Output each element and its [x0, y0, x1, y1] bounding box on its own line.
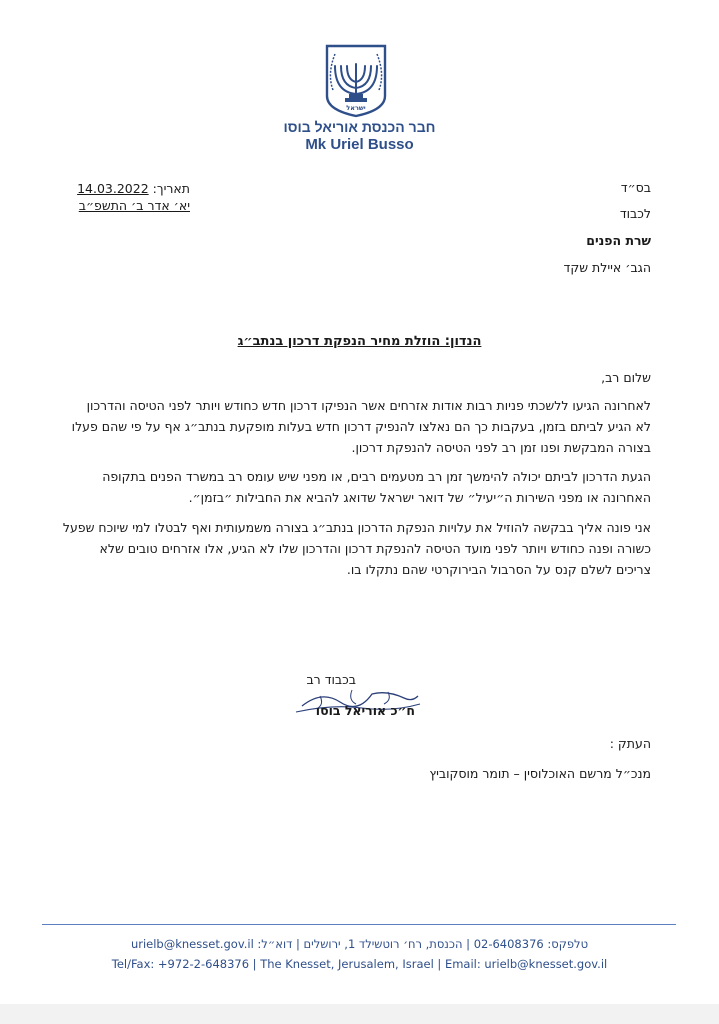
paragraph-3 [62, 517, 651, 580]
hebrew-date: יא׳ אדר ב׳ התשפ״ב [78, 198, 190, 213]
gregorian-date-line [60, 180, 190, 197]
gregorian-date-label: :תאריך [152, 181, 190, 196]
paragraph-line: אני פונה אליך בבקשה להוזיל את עלויות הנפקת הדרכון בנתב״ג בצורה משמעותית ואף לבטלו למי שיוכח שפעל [62, 520, 651, 535]
cc-line: מנכ״ל מרשם האוכלוסין – תומר מוסקוביץ [429, 766, 651, 781]
footer-contact-hebrew: טלפקס: 02-6408376 | הכנסת, רח׳ רוטשילד 1, ירושלים | דוא״ל: urielb@knesset.gov.il [130, 937, 589, 951]
paragraph-line: כשורה ופנה כחודש ויותר לפני מועד הטיסה להנפקת דרכון והדרכון שלו לא הגיע, אלו אזרחים טובים שלא [99, 541, 651, 556]
footer-contact-english: Tel/Fax: +972-2-648376 | The Knesset, Jerusalem, Israel | Email: urielb@knesset.gov.il [111, 957, 608, 971]
state-emblem-logo [323, 44, 389, 118]
bsd-mark: בס״ד [620, 180, 651, 195]
paragraph-line: צריכים לשלם קנס על הסרבול הבירוקרטי שהם נתקלו בו. [346, 562, 651, 577]
emblem-label: ישראל [346, 104, 366, 112]
paragraph-line: לא הגיע לביתם בזמן, בעקבות כך הם נאלצו להנפיק דרכון חדש בעלות מופקעת בנתב״ג אף על פי שהם פעלו [71, 419, 651, 434]
recipient-to: לכבוד [619, 206, 651, 221]
mk-name-hebrew: חבר הכנסת אוריאל בוסו [283, 119, 436, 135]
paragraph-line: לאחרונה הגיעו ללשכתי פניות רבות אודות אזרחים אשר הנפיקו דרכון חדש כחודש ויותר לפני הטיסה והדרכון [86, 398, 651, 413]
mk-name-english: Mk Uriel Busso [305, 136, 414, 153]
signature-name: ח״כ אוריאל בוסו [315, 703, 415, 718]
page-bottom-edge [0, 1004, 719, 1024]
subject-line: הנדון: הוזלת מחיר הנפקת דרכון בנתב״ג [237, 334, 482, 349]
gregorian-date-value: 14.03.2022 [77, 181, 149, 196]
greeting: שלום רב, [601, 370, 651, 385]
paragraph-line: האחרונה או מפני השירות ה״יעיל״ של דואר ישראל שדואג להביא את החבילות ״בזמן״. [188, 490, 651, 505]
paragraph-1 [62, 395, 651, 458]
recipient-name: הגב׳ איילת שקד [563, 260, 651, 275]
closing-regards: בכבוד רב [306, 672, 356, 687]
paragraph-line: בצורה המבקשת ופנו זמן רב לפני הטיסה להנפקת דרכון. [351, 440, 651, 455]
paragraph-2 [62, 466, 651, 508]
date-block [60, 180, 190, 214]
recipient-title: שרת הפנים [586, 233, 651, 248]
paragraph-line: הגעת הדרכון לביתם יכולה להימשך זמן רב מטעמים רבים, או מפני שיש עומס רב במשרד הפנים בתקופה [102, 469, 651, 484]
footer-divider [42, 924, 676, 925]
cc-label: העתק : [609, 736, 651, 751]
